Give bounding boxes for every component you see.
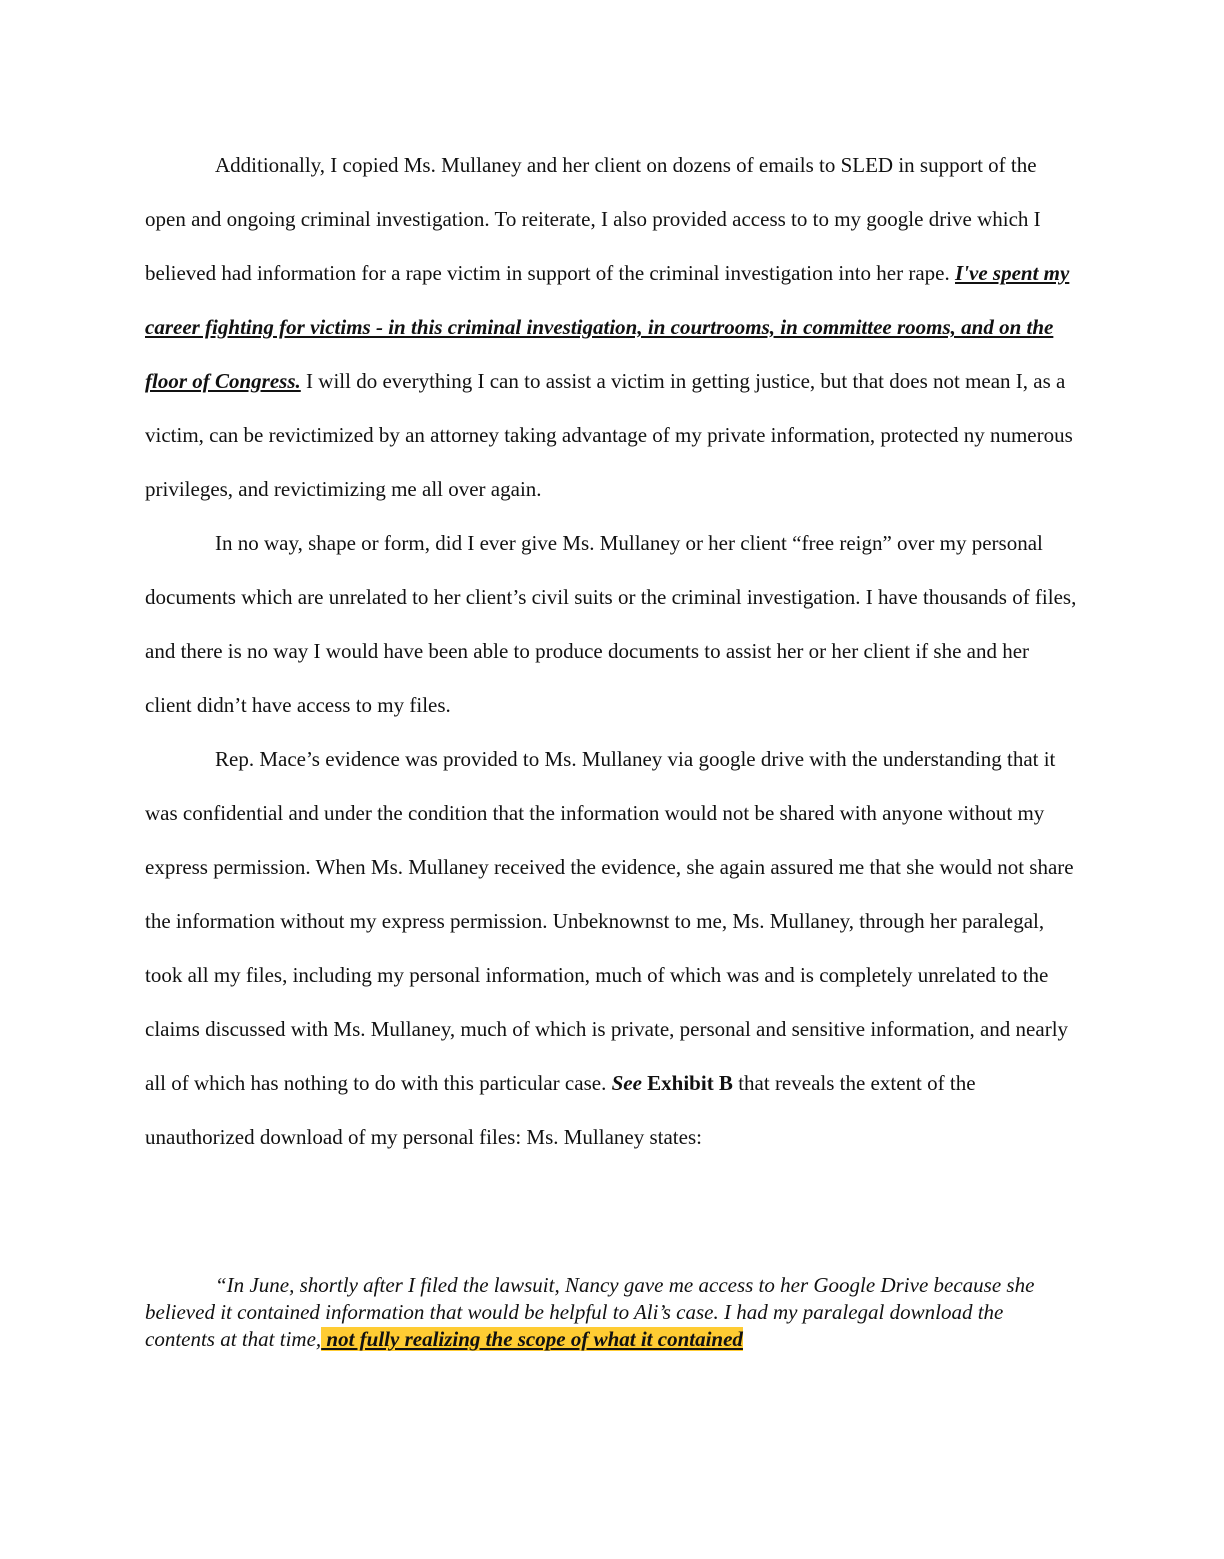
paragraph-1-emphasis: I've spent my career fighting for victims - in this criminal investigation, in courtrooms, in committee rooms, and on the floor of Congress. [145, 261, 1070, 393]
block-quote [145, 1272, 1075, 1353]
paragraph-3-text-end: that reveals the extent of the unauthorized download of my personal files: Ms. Mullaney states: [145, 1071, 976, 1149]
paragraph-2: In no way, shape or form, did I ever give Ms. Mullaney or her client “free reign” over my personal documents which are unrelated to her client’s civil suits or the criminal investigation. I have thousands of files, and there is no way I would have been able to produce documents to assist her or her client if she and her client didn’t have access to my files. [145, 531, 1077, 717]
quote-highlighted-text: not fully realizing the scope of what it contained [321, 1327, 743, 1351]
paragraph-1-text-end: I will do everything I can to assist a victim in getting justice, but that does not mean I, as a victim, can be revictimized by an attorney taking advantage of my private information, protected ny numerous privileges, and revictimizing me all over again. [145, 369, 1073, 501]
paragraph-1 [145, 138, 1080, 516]
paragraph-1-text-start: Additionally, I copied Ms. Mullaney and her client on dozens of emails to SLED in support of the open and ongoing criminal investigation. To reiterate, I also provided access to to my google drive which I believed had information for a rape victim in support of the criminal investigation into her rape. [145, 153, 1041, 285]
paragraph-3-text-start: Rep. Mace’s evidence was provided to Ms. Mullaney via google drive with the understanding that it was confidential and under the condition that the information would not be shared with anyone without my express permission. When Ms. Mullaney received the evidence, she again assured me that she would not share the information without my express permission. Unbeknownst to me, Ms. Mullaney, through her paralegal, took all my files, including my personal information, much of which was and is completely unrelated to the claims discussed with Ms. Mullaney, much of which is private, personal and sensitive information, and nearly all of which has nothing to do with this particular case. [145, 747, 1074, 1095]
paragraph-3 [145, 732, 1080, 1164]
document-body [145, 138, 1080, 1164]
exhibit-reference: Exhibit B [641, 1071, 733, 1095]
exhibit-see-label: See [611, 1071, 642, 1095]
quote-text: “In June, shortly after I filed the lawsuit, Nancy gave me access to her Google Drive because she believed it contained information that would be helpful to Ali’s case. I had my paralegal download the contents at that time, [145, 1273, 1035, 1351]
